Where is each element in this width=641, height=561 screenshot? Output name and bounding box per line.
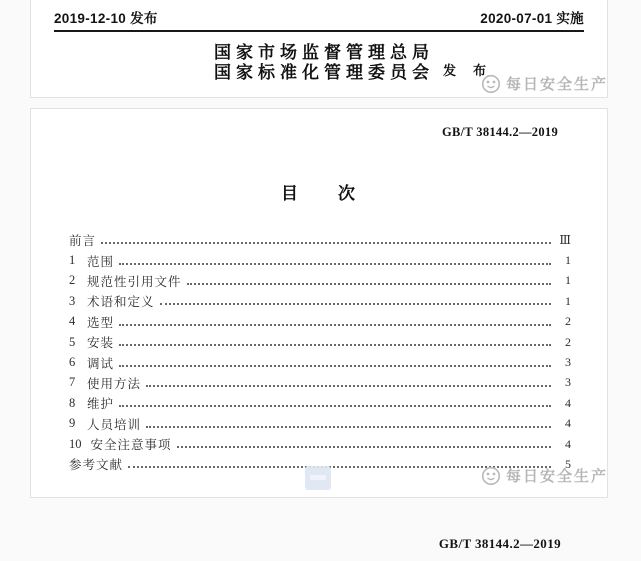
toc-entry-label: 术语和定义 [87, 295, 155, 310]
toc-entry-label: 范围 [87, 254, 115, 269]
toc-entry-label: 规范性引用文件 [87, 274, 182, 289]
toc-entry-number: 2 [69, 273, 76, 288]
toc-row [69, 352, 571, 372]
dates-row [54, 7, 584, 32]
toc-entry-label: 参考文献 [69, 458, 124, 473]
dot-leader [146, 426, 551, 428]
brand-logo-icon [481, 466, 501, 486]
dot-leader [119, 324, 551, 326]
toc-entry-number: 6 [69, 355, 76, 370]
brand-watermark-top [481, 73, 608, 94]
implement-date: 2020-07-01 实施 [480, 11, 584, 26]
toc-entry-page: 2 [565, 314, 571, 329]
stamp-watermark [305, 466, 331, 490]
toc-entry-page: 4 [565, 416, 571, 431]
toc-entry-label: 调试 [87, 356, 115, 371]
dot-leader [119, 405, 551, 407]
toc-entry-label: 安装 [87, 336, 115, 351]
toc-row [69, 332, 571, 352]
toc-entry-page: 3 [565, 375, 571, 390]
brand-watermark-bottom [481, 465, 608, 486]
toc-entry-page: 4 [565, 395, 571, 410]
toc-entry-label: 使用方法 [87, 376, 142, 391]
toc-row [69, 271, 571, 291]
dot-leader [177, 446, 551, 448]
toc-entry-number: 10 [69, 436, 82, 451]
dot-leader [187, 283, 551, 285]
standard-number-footer: GB/T 38144.2—2019 [438, 536, 561, 551]
toc-entry-page: 3 [565, 355, 571, 370]
publish-date: 2019-12-10 发布 [54, 11, 158, 26]
toc-row [69, 250, 571, 270]
toc-entry-label: 前言 [69, 234, 97, 249]
toc-row [69, 291, 571, 311]
issuer-line-2: 国家标准化管理委员会 [214, 63, 434, 82]
toc-row [69, 312, 571, 332]
toc-entry-page: 5 [565, 456, 571, 471]
toc-row [69, 373, 571, 393]
toc-entry-label: 维护 [87, 397, 115, 412]
dot-leader [146, 385, 551, 387]
toc-row [69, 414, 571, 434]
toc-entry-number: 4 [69, 314, 76, 329]
standard-number-header: GB/T 38144.2—2019 [442, 125, 558, 139]
toc-entry-number: 1 [69, 253, 76, 268]
toc-entry-page: 1 [565, 253, 571, 268]
toc-entry-label: 安全注意事项 [90, 438, 172, 453]
toc-entry-number: 8 [69, 395, 76, 410]
dot-leader [119, 365, 551, 367]
dot-leader [119, 263, 551, 265]
toc-row [69, 434, 571, 454]
toc-entry-number: 7 [69, 375, 76, 390]
toc-entry-number: 9 [69, 416, 76, 431]
toc-entry-number: 3 [69, 293, 76, 308]
toc-entry-page: Ⅲ [559, 232, 571, 247]
toc-entry-number: 5 [69, 334, 76, 349]
toc-entry-page: 2 [565, 334, 571, 349]
brand-watermark-label: 每日安全生产 [505, 468, 608, 485]
toc-row [69, 393, 571, 413]
toc-entry-page: 4 [565, 436, 571, 451]
toc-title: 目 次 [281, 184, 357, 203]
brand-logo-icon [481, 74, 501, 94]
dot-leader [160, 303, 551, 305]
toc-row [69, 230, 571, 250]
toc-card [30, 108, 608, 498]
toc-entry-label: 选型 [87, 315, 115, 330]
issue-label: 发 布 [443, 63, 489, 78]
brand-watermark-label: 每日安全生产 [505, 76, 608, 93]
toc-entry-page: 1 [565, 293, 571, 308]
toc-entry-page: 1 [565, 273, 571, 288]
dot-leader [119, 344, 551, 346]
dot-leader [101, 242, 551, 244]
issuing-bodies [214, 43, 434, 83]
toc-entry-label: 人员培训 [87, 417, 142, 432]
toc-list [69, 230, 571, 475]
issuer-line-1: 国家市场监督管理总局 [214, 43, 434, 62]
